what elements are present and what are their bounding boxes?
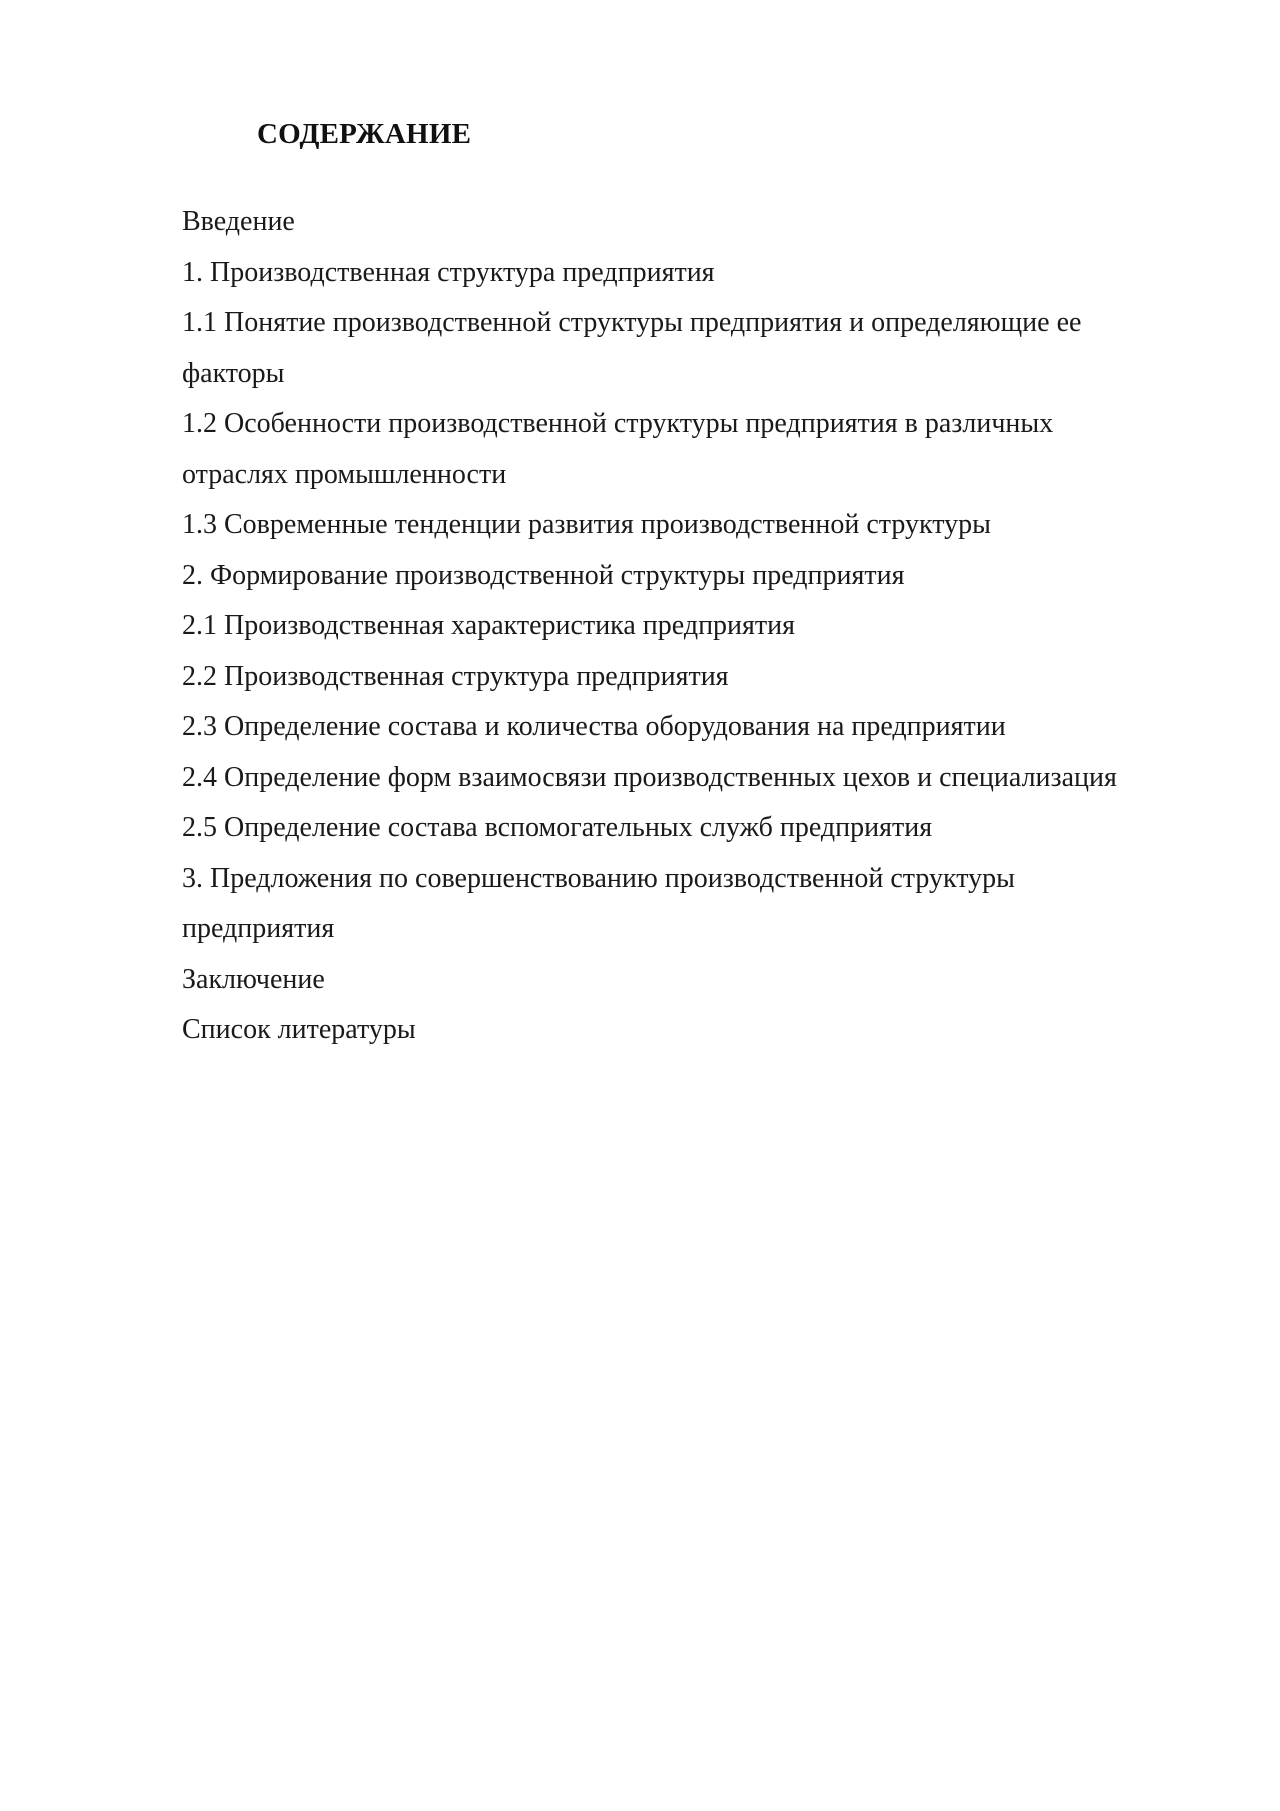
toc-item-1-1: 1.1 Понятие производственной структуры предприятия и определяющие ее xyxy=(182,307,1082,338)
toc-list xyxy=(182,197,1202,1056)
toc-item-chapter-2: 2. Формирование производственной структуры предприятия xyxy=(182,559,905,591)
toc-item-2-2: 2.2 Производственная структура предприятия xyxy=(182,660,729,692)
toc-item-2-4: 2.4 Определение форм взаимосвязи производственных цехов и специализация xyxy=(182,761,1117,793)
toc-item-2-1: 2.1 Производственная характеристика предприятия xyxy=(182,610,796,641)
toc-item-chapter-3: 3. Предложения по совершенствованию производственной структуры xyxy=(182,862,1015,894)
toc-item-1-2: 1.2 Особенности производственной структуры предприятия в различных xyxy=(182,408,1054,439)
toc-item-1-3: 1.3 Современные тенденции развития производственной структуры xyxy=(182,509,991,540)
toc-item-1-2-continued: отраслях промышленности xyxy=(182,458,507,490)
toc-item-bibliography: Список литературы xyxy=(182,1014,416,1045)
toc-item-2-3: 2.3 Определение состава и количества оборудования на предприятии xyxy=(182,711,1006,742)
toc-item-introduction: Введение xyxy=(182,206,295,237)
toc-item-chapter-1: 1. Производственная структура предприятия xyxy=(182,256,715,288)
toc-item-chapter-3-continued: предприятия xyxy=(182,913,335,944)
toc-item-1-1-continued: факторы xyxy=(182,357,285,389)
toc-item-2-5: 2.5 Определение состава вспомогательных служб предприятия xyxy=(182,812,933,843)
toc-item-conclusion: Заключение xyxy=(182,963,325,995)
toc-heading: СОДЕРЖАНИЕ xyxy=(257,118,472,150)
